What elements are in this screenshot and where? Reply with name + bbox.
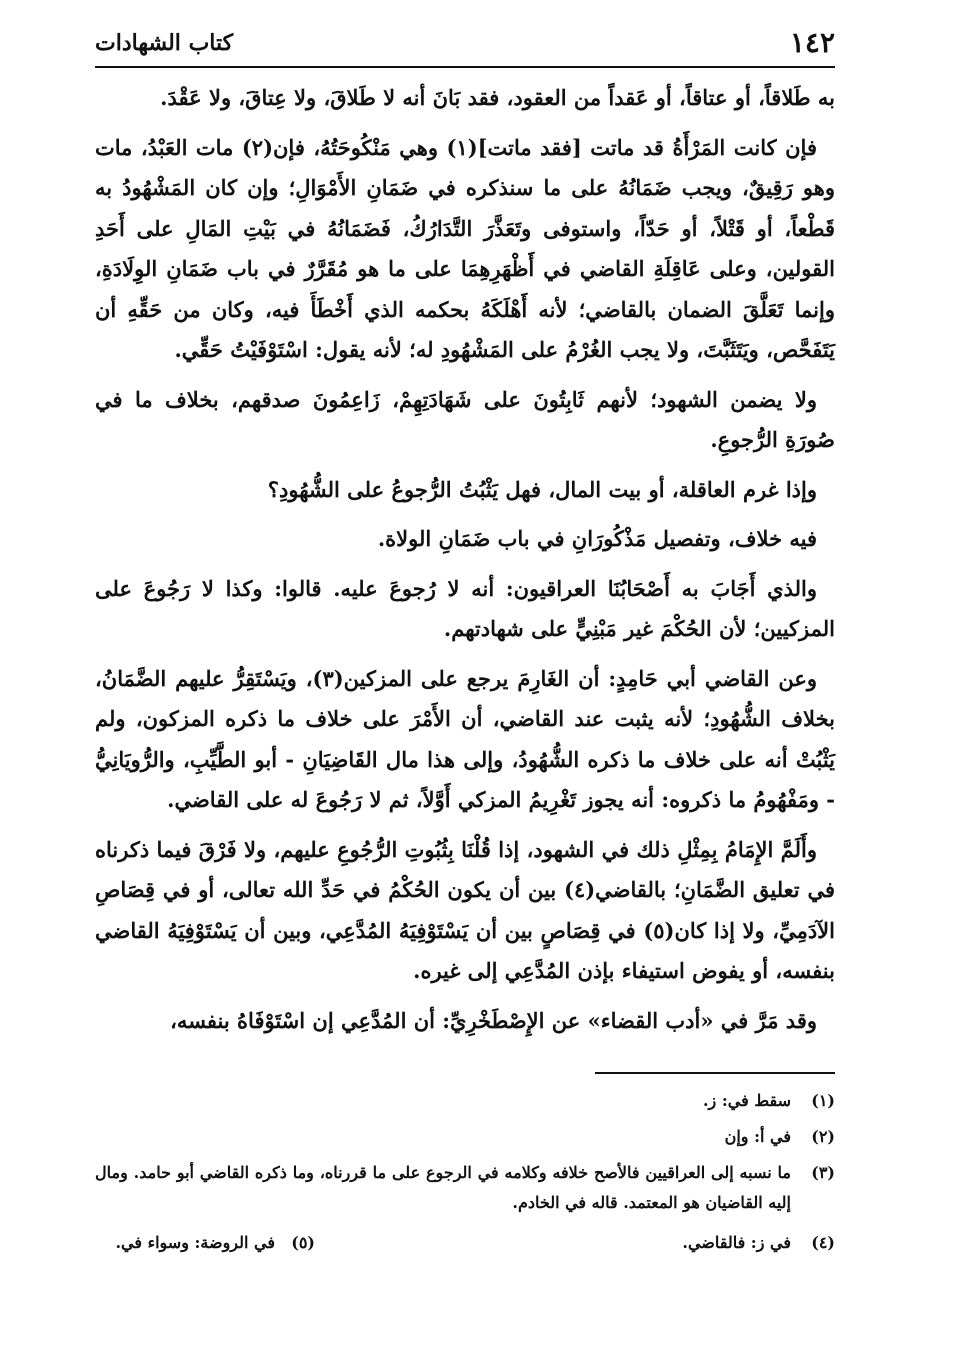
- footnote-row: [95, 1228, 835, 1258]
- footnote-number: (٥): [291, 1233, 315, 1252]
- paragraph: فإن كانت المَرْأَةُ قد ماتت [فقد ماتت](١) وهي مَنْكُوحَتُهُ، فإن(٢) مات العَبْدُ، مات وهو رَقِيقٌ، ويجب ضَمَانُهُ على ما سنذكره في ضَمَانِ الأَمْوَالِ؛ وإن كان المَشْهُودُ به قَطْعاً، أو قَتْلاً، أو حَدّاً، واستوفى وتَعَذَّرَ التَّدَارُكُ، فَضَمَانُهُ في بَيْتِ المَالِ على أَحَدِ القولين، وعلى عَاقِلَةِ القاضي في أَظْهَرِهِمَا على ما هو مُقَرَّرٌ في باب ضَمَانِ الوِلَادَةِ، وإنما تَعَلَّقَ الضمان بالقاضي؛ لأنه أَهْلَكَهُ بحكمه الذي أَخْطَأَ فيه، وكان من حَقِّهِ أن يَتَفَحَّص، ويَتَثَبَّتَ، ولا يجب الغُرْمُ على المَشْهُودِ له؛ لأنه يقول: اسْتَوْفَيْتُ حَقِّي.: [95, 134, 835, 362]
- page-number: ١٤٢: [789, 26, 835, 59]
- paragraph: والذي أَجَابَ به أَصْحَابُنَا العراقيون: أنه لا رُجوعَ عليه. قالوا: وكذا لا رَجُوعَ على المزكيين؛ لأن الحُكْمَ غير مَبْنِيٍّ على شهادتهم.: [95, 575, 835, 641]
- paragraph: وعن القاضي أبي حَامِدٍ: أن الغَارِمَ يرجع على المزكين(٣)، ويَسْتَقِرُّ عليهم الضَّمَانُ، بخلاف الشُّهُودِ؛ لأنه يثبت عند القاضي، أن الأَمْرَ على خلاف ما ذكره المزكون، ولم يَثْبُتْ أنه على خلاف ما ذكره الشُّهُودُ، وإلى هذا مال القَاضِيَانِ - أبو الطَّيِّبِ، والرُّويَانِيُّ - ومَفْهُومُ ما ذكروه: أنه يجوز تَغْرِيمُ المزكي أَوَّلاً، ثم لا رَجُوعَ له على القاضي.: [95, 665, 835, 812]
- footnote-text: في أ: وإن: [724, 1127, 791, 1146]
- footnote-number: (٤): [811, 1233, 835, 1252]
- footnote: [95, 1158, 835, 1218]
- footnote-text: في الروضة: وسواء في.: [115, 1233, 275, 1252]
- paragraph: وأَلَمَّ الإِمَامُ بِمِثْلِ ذلك في الشهود، إذا قُلْنَا بِثُبُوتِ الرُّجُوعِ عليهم، ولا فَرْقَ فيما ذكرناه في تعليق الضَّمَانِ؛ بالقاضي(٤) بين أن يكون الحُكْمُ في حَدِّ الله تعالى، أو في قِصَاصِ الآدَمِيِّ، ولا إذا كان(٥) في قِصَاصٍ بين أن يَسْتَوْفِيَهُ المُدَّعِي، وبين أن يَسْتَوْفِيَهُ القاضي بنفسه، أو يفوض استيفاء بإذن المُدَّعِي إلى غيره.: [95, 836, 835, 983]
- footnotes: [95, 1086, 835, 1258]
- paragraph: وقد مَرَّ في «أدب القضاء» عن الإِصْطَخْرِيِّ: أن المُدَّعِي إن اسْتَوْفَاهُ بنفسه،: [170, 1007, 817, 1033]
- footnote-divider: [595, 1072, 835, 1074]
- footnote-number: (٣): [811, 1163, 835, 1182]
- footnote-text: سقط في: ز.: [702, 1091, 791, 1110]
- footnote: [95, 1122, 835, 1152]
- footnote: [95, 1086, 835, 1116]
- footnote-number: (١): [811, 1091, 835, 1110]
- footnote-text: ما نسبه إلى العراقيين فالأصح خلافه وكلامه في الرجوع على ما قررناه، وما ذكره القاضي أبو حامد. ومال إليه القاضيان هو المعتمد. قاله في الخادم.: [95, 1163, 791, 1212]
- main-text: [95, 78, 835, 1050]
- paragraph: به طَلاقاً، أو عتاقاً، أو عَقداً من العقود، فقد بَانَ أنه لا طَلاقَ، ولا عِتاقَ، ولا عَقْدَ.: [160, 85, 835, 110]
- running-title: كتاب الشهادات: [95, 30, 234, 56]
- page-header: [95, 22, 835, 68]
- footnote-number: (٢): [811, 1127, 835, 1146]
- footnote-text: في ز: فالقاضي.: [682, 1233, 791, 1252]
- paragraph: وإذا غرم العاقلة، أو بيت المال، فهل يَثْبُتُ الرُّجوعُ على الشُّهُودِ؟: [267, 476, 817, 502]
- paragraph: ولا يضمن الشهود؛ لأنهم ثَابِتُونَ على شَهَادَتِهِمْ، زَاعِمُونَ صدقهم، بخلاف ما في صُورَةِ الرُّجوعِ.: [95, 386, 835, 452]
- paragraph: فيه خلاف، وتفصيل مَذْكُورَانِ في باب ضَمَانِ الولاة.: [377, 526, 817, 551]
